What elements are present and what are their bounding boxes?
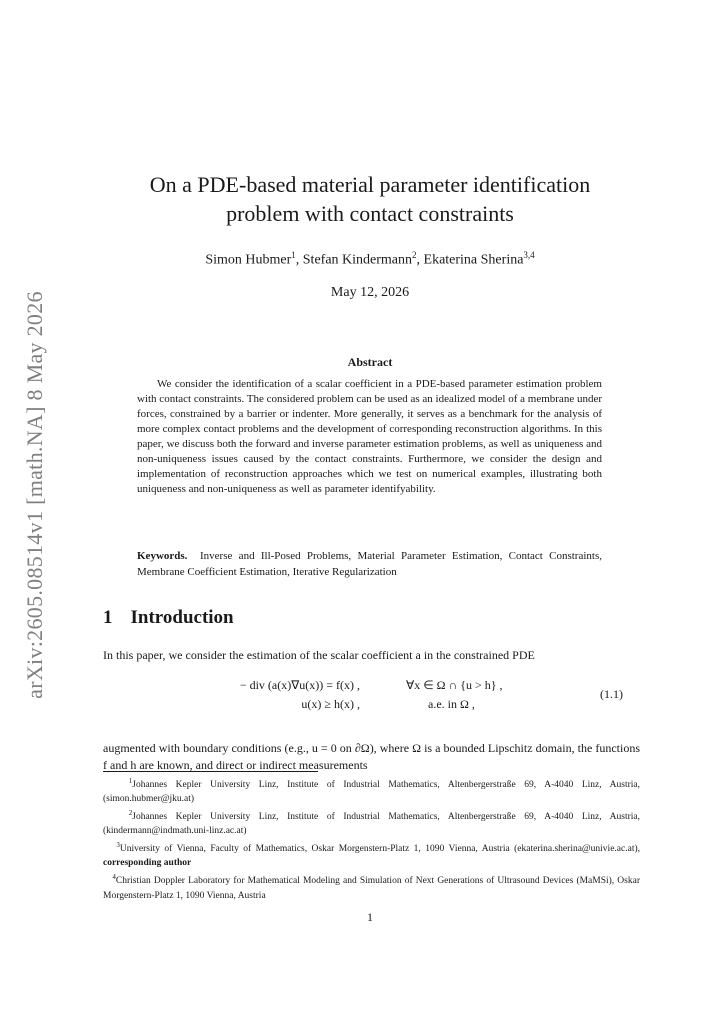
footnote-2 [103,806,640,838]
equation-line-1 [190,678,360,693]
footnote-emphasis: corresponding author [103,858,192,869]
equation-condition-1: ∀x ∈ Ω ∩ {u > h} , [406,678,503,692]
equation-lhs: u(x) ≥ h(x) , [301,697,360,711]
author-separator: , [295,252,303,268]
abstract-heading: Abstract [347,355,393,369]
footnote-text: Johannes Kepler University Linz, Institute of Industrial Mathematics, Altenbergerstraße 69, A-4040 Linz, Austria, (simon.hubmer@jku.at) [103,780,641,805]
footnote-rule [103,771,318,772]
equation-number: (1.1) [600,687,623,701]
author-name: Ekaterina Sherina [423,252,524,268]
equation-condition-2: a.e. in Ω , [428,697,475,711]
footnote-text: Johannes Kepler University Linz, Institute of Industrial Mathematics, Altenbergerstraße 69, A-4040 Linz, Austria, (kindermann@indmath.uni-linz.ac.at) [103,812,641,837]
footnote-marker: 2 [128,809,133,818]
section-heading [103,607,234,629]
intro-paragraph-1: In this paper, we consider the estimation of the scalar coefficient a in the constrained PDE [103,648,535,662]
author-affiliation-sup: 3,4 [523,250,535,260]
abstract-text: We consider the identification of a scalar coefficient in a PDE-based parameter estimation problem with contact constraints. The considered problem can be used as an idealized model of a membrane under forces, constrained by a barrier or indenter. More generally, it serves as a benchmark for the analysis of more complex contact problems and the development of corresponding reconstruction algorithms. In this paper, we discuss both the forward and inverse parameter estimation problems, as well as uniqueness and non-uniqueness issues caused by the contact constraints. Furthermore, we consider the design and implementation of reconstruction approaches which we test on numerical examples, illustrating both uniqueness and non-uniqueness as well as parameter identifyability. [137,378,602,495]
keywords-text: Inverse and Ill-Posed Problems, Material Parameter Estimation, Contact Constraints, Membrane Coefficient Estimation, Iterative Regularization [137,550,602,578]
footnote-marker: 1 [128,777,133,785]
page-number: 1 [367,910,373,924]
footnote-3 [103,838,640,870]
footnote-text: University of Vienna, Faculty of Mathematics, Oskar Morgenstern-Platz 1, 1090 Vienna, Austria (ekaterina.sherina@univie.ac.at), [119,844,640,855]
equation-line-2 [190,697,360,712]
footnote-1 [103,774,640,806]
author-name: Stefan Kindermann [302,252,413,268]
section-number: 1 [103,607,113,628]
footnote [103,774,640,903]
equation-lhs: − div (a(x)∇u(x)) = f(x) , [239,678,360,692]
keywords [137,549,602,580]
paper-title [100,170,640,228]
footnote-text: Christian Doppler Laboratory for Mathematical Modeling and Simulation of Next Generations of Ultrasound Devices (MaMSi), Oskar Morgenstern-Platz 1, 1090 Vienna, Austria [103,876,640,901]
title-line-1: On a PDE-based material parameter identification [149,172,591,197]
paper-date: May 12, 2026 [330,285,410,300]
author-affiliation-sup: 2 [412,250,417,260]
footnote-marker: 4 [112,873,116,882]
intro-paragraph-2: augmented with boundary conditions (e.g., u = 0 on ∂Ω), where Ω is a bounded Lipschitz domain, the functions f and h are known, and direct or indirect measurements [103,741,640,772]
arxiv-stamp: arXiv:2605.08514v1 [math.NA] 8 May 2026 [22,291,47,699]
section-title: Introduction [130,607,234,628]
author-affiliation-sup: 1 [291,250,296,260]
author-list [100,250,640,269]
title-line-2: problem with contact constraints [226,201,514,226]
author-separator: , [416,252,424,268]
footnote-marker: 3 [116,841,120,850]
footnote-4 [103,870,640,902]
keywords-label: Keywords. [137,550,188,562]
author-name: Simon Hubmer [205,252,292,268]
